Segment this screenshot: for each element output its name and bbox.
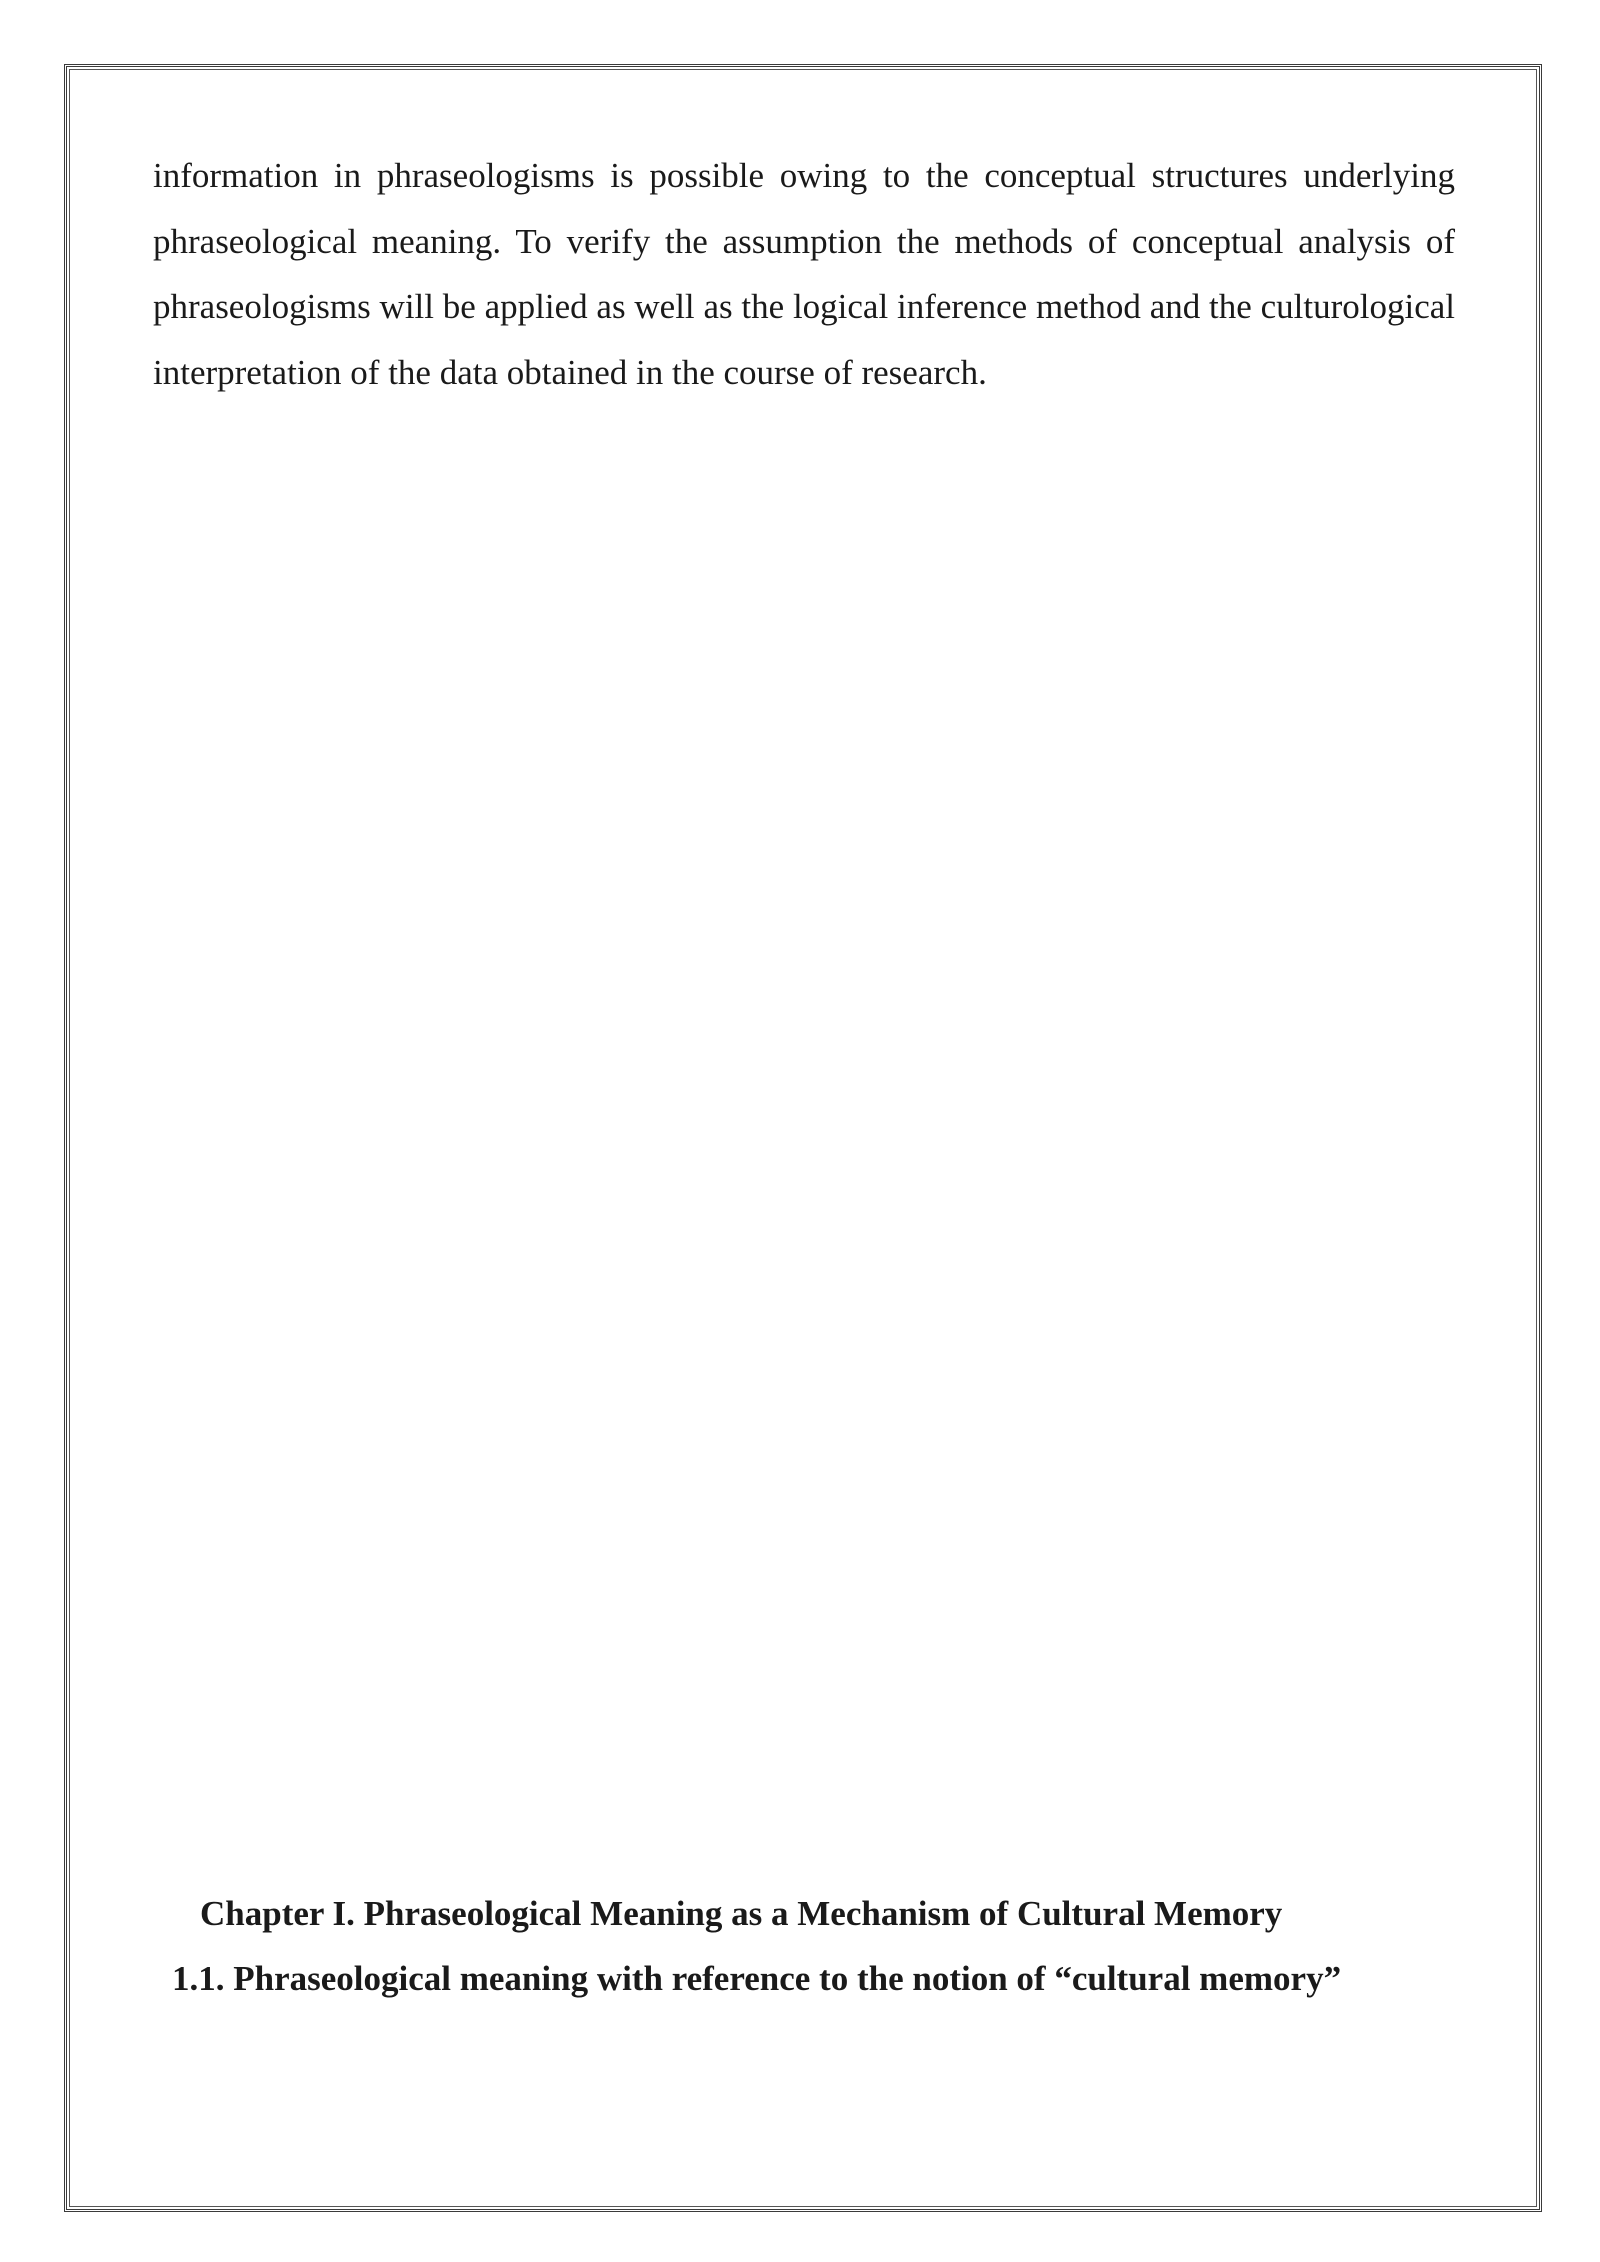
body-paragraph: information in phraseologisms is possible owing to the conceptual structures underlying phraseological meaning. To verify the assumption the methods of conceptual analysis of phraseologisms will be applied as well as the logical inference method and the culturological interpretation of the data obtained in the course of research.: [153, 156, 1455, 392]
section-title: 1.1. Phraseological meaning with reference to the notion of “cultural memory”: [172, 1959, 1342, 1998]
chapter-title: Chapter I. Phraseological Meaning as a Mechanism of Cultural Memory: [200, 1894, 1283, 1933]
